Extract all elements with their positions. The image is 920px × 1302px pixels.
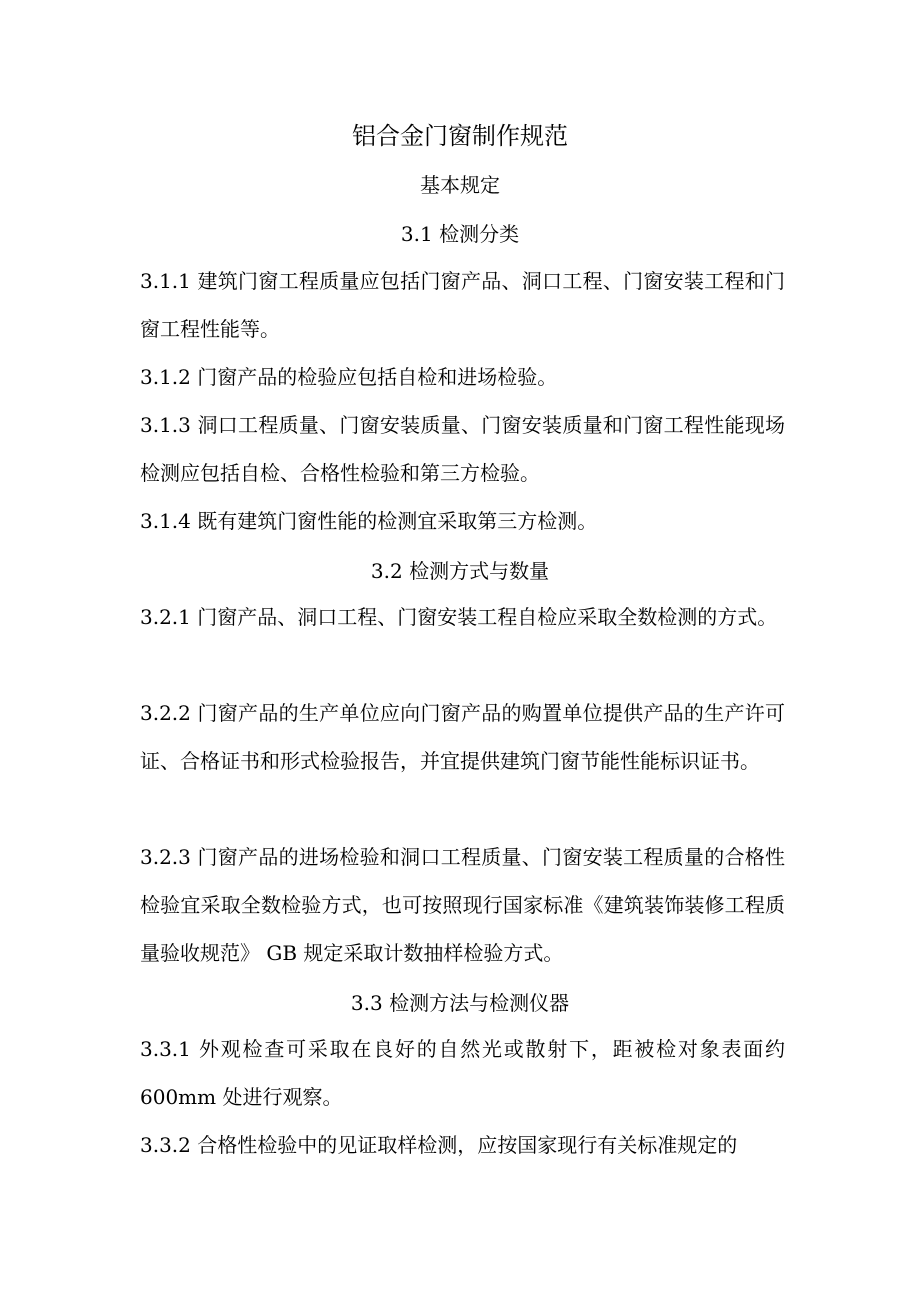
document-title: 铝合金门窗制作规范 [352,122,568,150]
section-heading-3-3: 3.3 检测方法与检测仪器 [350,991,570,1015]
paragraph-3-1-3: 3.1.3 洞口工程质量、门窗安装质量、门窗安装质量和门窗工程性能现场检测应包括自检、合格性检验和第三方检验。 [140,413,785,485]
paragraph-3-1-1: 3.1.1 建筑门窗工程质量应包括门窗产品、洞口工程、门窗安装工程和门窗工程性能等。 [140,269,785,341]
paragraph-3-3-1: 3.3.1 外观检查可采取在良好的自然光或散射下，距被检对象表面约600mm 处进行观察。 [140,1037,785,1109]
document-subtitle: 基本规定 [420,173,500,197]
paragraph-3-2-2: 3.2.2 门窗产品的生产单位应向门窗产品的购置单位提供产品的生产许可证、合格证书和形式检验报告，并宜提供建筑门窗节能性能标识证书。 [140,701,785,773]
paragraph-3-3-2: 3.3.2 合格性检验中的见证取样检测，应按国家现行有关标准规定的 [140,1133,738,1157]
paragraph-3-1-2: 3.1.2 门窗产品的检验应包括自检和进场检验。 [140,365,558,389]
section-heading-3-1: 3.1 检测分类 [400,222,520,246]
paragraph-3-2-3: 3.2.3 门窗产品的进场检验和洞口工程质量、门窗安装工程质量的合格性检验宜采取全数检验方式，也可按照现行国家标准《建筑装饰装修工程质量验收规范》 GB 规定采取计数抽样检验方式。 [140,845,785,965]
section-heading-3-2: 3.2 检测方式与数量 [370,559,550,583]
paragraph-3-2-1: 3.2.1 门窗产品、洞口工程、门窗安装工程自检应采取全数检测的方式。 [140,605,778,629]
paragraph-3-1-4: 3.1.4 既有建筑门窗性能的检测宜采取第三方检测。 [140,509,598,533]
